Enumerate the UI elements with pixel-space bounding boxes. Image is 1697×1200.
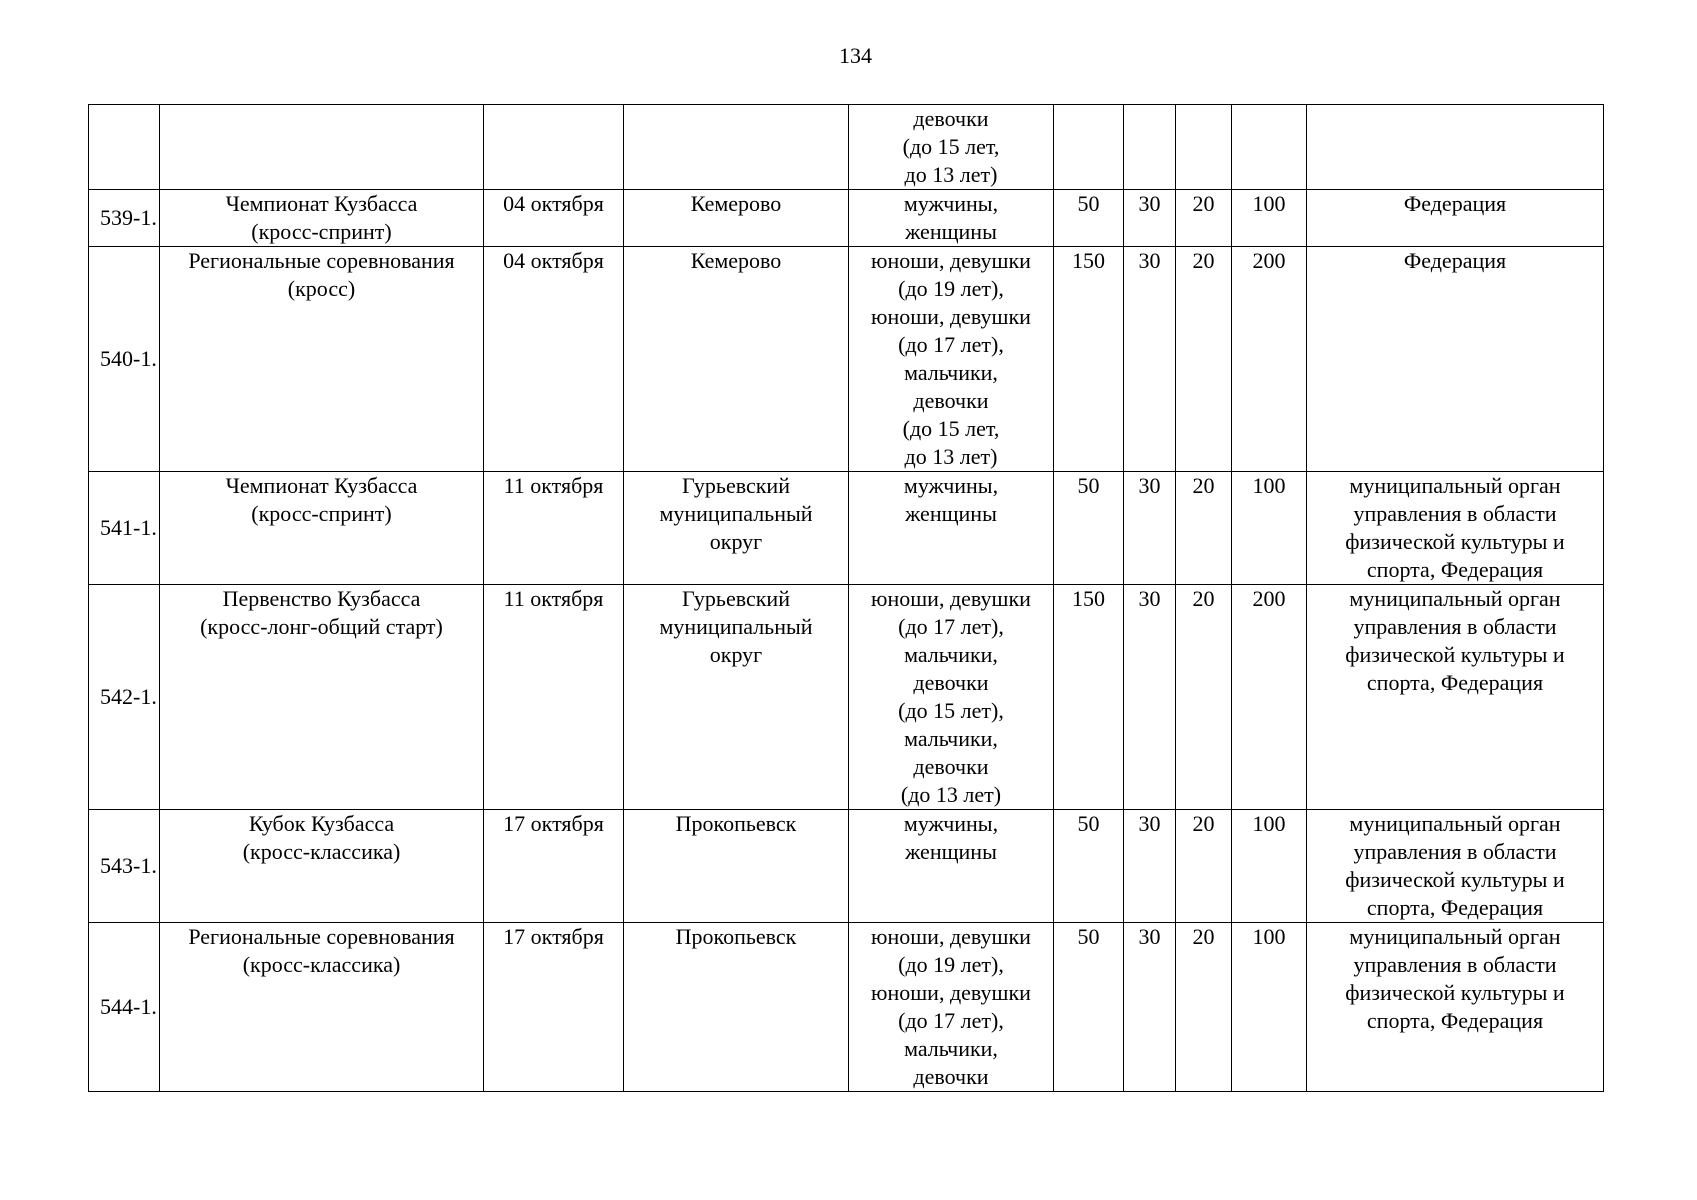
count-total: 100 bbox=[1232, 190, 1307, 247]
count-3: 20 bbox=[1176, 810, 1232, 923]
count-total bbox=[1232, 105, 1307, 190]
organizer: муниципальный орган управления в области физической культуры и спорта, Федерация bbox=[1307, 585, 1604, 810]
count-1: 50 bbox=[1054, 923, 1124, 1092]
count-total: 100 bbox=[1232, 472, 1307, 585]
table-row bbox=[89, 810, 1604, 923]
row-number: 541-1. bbox=[89, 472, 160, 585]
count-total: 100 bbox=[1232, 810, 1307, 923]
page-number: 134 bbox=[839, 43, 872, 68]
event-date: 11 октября bbox=[484, 585, 624, 810]
count-3: 20 bbox=[1176, 472, 1232, 585]
count-3: 20 bbox=[1176, 190, 1232, 247]
organizer: Федерация bbox=[1307, 247, 1604, 472]
count-1: 150 bbox=[1054, 585, 1124, 810]
count-total: 200 bbox=[1232, 585, 1307, 810]
event-name: Региональные соревнования (кросс) bbox=[160, 247, 484, 472]
count-2: 30 bbox=[1124, 190, 1176, 247]
organizer: муниципальный орган управления в области физической культуры и спорта, Федерация bbox=[1307, 923, 1604, 1092]
event-name: Кубок Кузбасса (кросс-классика) bbox=[160, 810, 484, 923]
count-total: 200 bbox=[1232, 247, 1307, 472]
event-name: Чемпионат Кузбасса (кросс-спринт) bbox=[160, 190, 484, 247]
participants: юноши, девушки (до 19 лет), юноши, девушки (до 17 лет), мальчики, девочки bbox=[849, 923, 1054, 1092]
event-place bbox=[624, 105, 849, 190]
row-number: 540-1. bbox=[89, 247, 160, 472]
event-name: Чемпионат Кузбасса (кросс-спринт) bbox=[160, 472, 484, 585]
count-3 bbox=[1176, 105, 1232, 190]
event-date: 17 октября bbox=[484, 810, 624, 923]
count-3: 20 bbox=[1176, 585, 1232, 810]
organizer bbox=[1307, 105, 1604, 190]
count-3: 20 bbox=[1176, 923, 1232, 1092]
count-2: 30 bbox=[1124, 923, 1176, 1092]
row-number: 542-1. bbox=[89, 585, 160, 810]
event-place: Прокопьевск bbox=[624, 923, 849, 1092]
count-2 bbox=[1124, 105, 1176, 190]
table-row bbox=[89, 247, 1604, 472]
count-1: 50 bbox=[1054, 810, 1124, 923]
event-name: Первенство Кузбасса (кросс-лонг-общий старт) bbox=[160, 585, 484, 810]
table-row bbox=[89, 105, 1604, 190]
table-row bbox=[89, 585, 1604, 810]
count-2: 30 bbox=[1124, 472, 1176, 585]
event-place: Гурьевский муниципальный округ bbox=[624, 472, 849, 585]
event-date bbox=[484, 105, 624, 190]
event-date: 04 октября bbox=[484, 190, 624, 247]
event-name: Региональные соревнования (кросс-классика) bbox=[160, 923, 484, 1092]
event-place: Гурьевский муниципальный округ bbox=[624, 585, 849, 810]
participants: мужчины, женщины bbox=[849, 810, 1054, 923]
events-table bbox=[88, 104, 1604, 1092]
count-1: 150 bbox=[1054, 247, 1124, 472]
table-row bbox=[89, 472, 1604, 585]
participants: мужчины, женщины bbox=[849, 472, 1054, 585]
event-date: 04 октября bbox=[484, 247, 624, 472]
event-place: Кемерово bbox=[624, 247, 849, 472]
participants: юноши, девушки (до 17 лет), мальчики, девочки (до 15 лет), мальчики, девочки (до 13 лет) bbox=[849, 585, 1054, 810]
table-row bbox=[89, 190, 1604, 247]
event-date: 11 октября bbox=[484, 472, 624, 585]
participants: юноши, девушки (до 19 лет), юноши, девушки (до 17 лет), мальчики, девочки (до 15 лет, до 13 лет) bbox=[849, 247, 1054, 472]
count-2: 30 bbox=[1124, 247, 1176, 472]
row-number: 539-1. bbox=[89, 190, 160, 247]
participants: девочки (до 15 лет, до 13 лет) bbox=[849, 105, 1054, 190]
count-1 bbox=[1054, 105, 1124, 190]
event-date: 17 октября bbox=[484, 923, 624, 1092]
row-number bbox=[89, 105, 160, 190]
count-1: 50 bbox=[1054, 190, 1124, 247]
organizer: Федерация bbox=[1307, 190, 1604, 247]
participants: мужчины, женщины bbox=[849, 190, 1054, 247]
table-row bbox=[89, 923, 1604, 1092]
event-place: Прокопьевск bbox=[624, 810, 849, 923]
row-number: 543-1. bbox=[89, 810, 160, 923]
count-2: 30 bbox=[1124, 810, 1176, 923]
organizer: муниципальный орган управления в области физической культуры и спорта, Федерация bbox=[1307, 810, 1604, 923]
event-name bbox=[160, 105, 484, 190]
count-total: 100 bbox=[1232, 923, 1307, 1092]
count-3: 20 bbox=[1176, 247, 1232, 472]
count-2: 30 bbox=[1124, 585, 1176, 810]
row-number: 544-1. bbox=[89, 923, 160, 1092]
event-place: Кемерово bbox=[624, 190, 849, 247]
count-1: 50 bbox=[1054, 472, 1124, 585]
organizer: муниципальный орган управления в области физической культуры и спорта, Федерация bbox=[1307, 472, 1604, 585]
